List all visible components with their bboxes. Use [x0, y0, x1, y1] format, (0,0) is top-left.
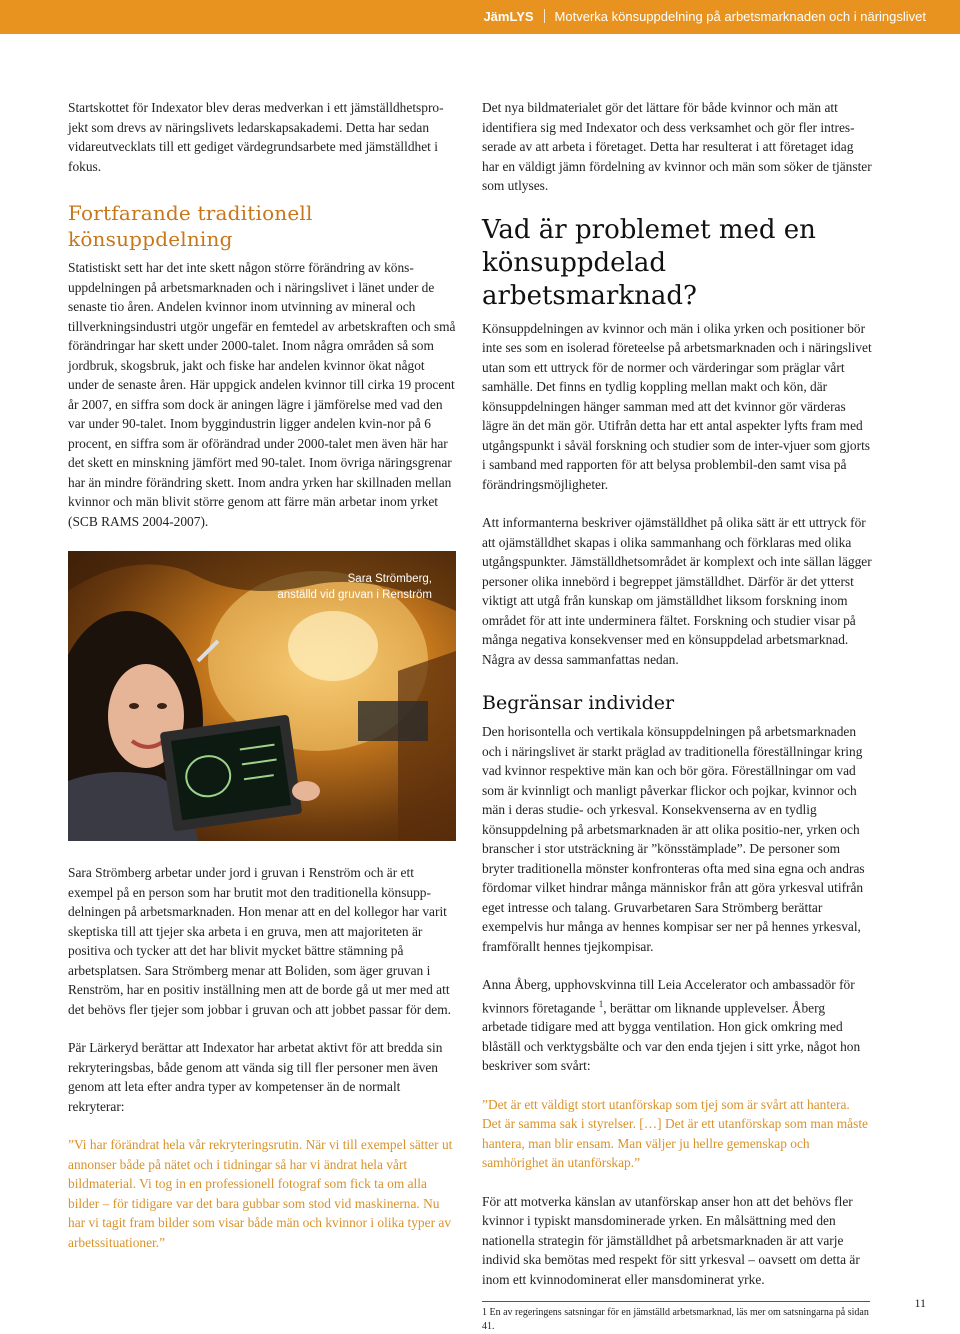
- gender-division-paragraph: Könsuppdelningen av kvinnor och män i olika yrken och positioner bör inte ses som en isolerad företeelse på arbetsmarknaden och i näringslivet utan som ett uttryck för de normer och värderingar som präglar vårt samhälle. Det finns en tydlig koppling mellan makt och kön, där könsuppdelningen hänger samman med att det kvinnor gör värderas lägre än det män gör. Utifrån detta har ett antal aspekter lyfts fram med utgångspunkt i såväl forskning och studier som de inter-vjuer som gjorts i samband med rapporten för att belysa problembil-den samt visa på förändringsmöjligheter.: [482, 320, 872, 492]
- brand-label: JämLYS: [483, 9, 534, 24]
- anna-quote: ”Det är ett väldigt stort utanförskap som tjej som är svårt att hantera. Det är samma sak i styrelser. […] Det är ett utanförskap som man måste hantera, man blir ensam. Man väljer ju hellre gemenskap och samhörighet än utanförskap.”: [482, 1096, 868, 1171]
- header-content: [483, 9, 926, 24]
- left-column: [68, 98, 456, 1252]
- photo-caption-role: anställd vid gruvan i Renström: [277, 589, 432, 601]
- anna-text-end: , berättar om liknande upplevelser. Åberg arbetade tidigare med att bygga ventilation. Hon gick omkring med blåställ och verktygsbälte och var den enda tjejen i sitt yrke, något hon beskriver som svårt:: [482, 999, 861, 1074]
- page-number: 11: [914, 1296, 926, 1310]
- strategy-paragraph: För att motverka känslan av utanförskap anser hon att det behövs fler kvinnor i typiskt mansdominerade yrken. En målsättning med den nationella strategin för jämställdhet på arbetsmarknaden är att varje individ ska bemötas med respekt för sitt yrkesval – oavsett om detta är inom ett kvinnodominerat eller mansdominerat yrke.: [482, 1193, 860, 1287]
- mine-worker-photo: [68, 551, 456, 841]
- informants-paragraph: Att informanterna beskriver ojämställdhet på olika sätt är ett uttryck för att ojämställdhet skapas i olika sammanhang och förklaras med olika utgångspunkter. Jämställdhetsområdet är komplext och inte sällan lägger personer olika innebörd i begreppet jämställdhet. Därför är det ytterst viktigt att utgå från kunskap om jämställdhet liksom forskning inom området för att inte underminera fältet. Forskning och studier visar på många negativa konsekvenser med en könsuppdelad arbetsmarknad. Några av dessa sammanfattas nedan.: [482, 515, 872, 667]
- sara-paragraph: Sara Strömberg arbetar under jord i gruvan i Renström och är ett exempel på en person som har brutit mot den traditionella könsupp-delningen på arbetsmarknaden. Hon menar att en del kollegor har varit skeptiska till att tjejer ska arbeta i en gruva, men att majoriteten är positiva och tycker att det har blivit mycket bättre stämning på arbetsplatsen. Sara Strömberg menar att Boliden, som äger gruvan i Renström, har en positiv inställning men att de borde gå ut mer med att det behövs fler tjejer som jobbar i gruvan och att jobbet passar för dem.: [68, 865, 452, 1017]
- horizontal-vertical-paragraph: Den horisontella och vertikala könsuppdelningen på arbetsmarknaden och i näringslivet är starkt präglad av traditionella föreställningar kring vad kvinnor respektive män kan och bör göra. Föreställningar om vad som är kvinnligt och manligt påverkar flickor och pojkar, kvinnor och män i deras studie- och yrkesval. Konsekvenserna av en tydlig könsuppdelning på arbetsmarknaden är att olika positio-ner, yrken och branscher i stor utsträckning är ”könsstämplade”. De personer som bryter traditionella mönster konfronteras ofta med sina egna och andras fördomar vilket hindrar många människor från att göra yrkesval utifrån eget intresse och talang. Gruvarbetaren Sara Strömberg berättar exempelvis hur många av hennes kompisar ser ner på hennes yrkesval, framförallt hennes tjejkompisar.: [482, 724, 865, 954]
- section-heading-traditional: Fortfarande traditionell könsuppdelning: [68, 201, 313, 251]
- anna-text-start: Anna Åberg, upphovskvinna till Leia Accelerator och ambassadör för kvinnors företagande: [482, 977, 855, 1015]
- intro-paragraph: Startskottet för Indexator blev deras medverkan i ett jämställdhetspro-jekt som drevs av näringslivets ledarskapsakademi. Detta har sedan vidareutvecklats till ett gediget värdegrundsarbete med jämställdhet i fokus.: [68, 100, 444, 174]
- header-divider: [544, 9, 545, 23]
- top-header-bar: [0, 0, 960, 34]
- footnote: 1 En av regeringens satsningar för en jämställd arbetsmarknad, läs mer om satsningarna på sidan 41.: [482, 1307, 869, 1333]
- image-material-paragraph: Det nya bildmaterialet gör det lättare för både kvinnor och män att identifiera sig med Indexator och dess verksamhet och gör fler intres-serade av att arbeta i företaget. Detta har resulterat i att företaget idag har en väldigt jämn fördelning av kvinnor och män som söker de tjänster som utlyses.: [482, 100, 872, 193]
- section-heading-limits: Begränsar individer: [482, 692, 675, 714]
- anna-paragraph: [482, 975, 872, 1076]
- par-paragraph: Pär Lärkeryd berättar att Indexator har arbetat aktivt för att bredda sin rekryteringsbas, både genom att vända sig till fler personer men även genom att leta efter andra typer av kompetenser än de normalt rekryterar:: [68, 1040, 443, 1114]
- photo-caption: [277, 571, 432, 603]
- footnote-reference[interactable]: 1: [598, 998, 604, 1009]
- main-question-heading: Vad är problemet med en könsuppdelad arbetsmarknad?: [482, 214, 816, 311]
- footnote-divider: [482, 1301, 870, 1302]
- indexator-quote: ”Vi har förändrat hela vår rekryteringsrutin. När vi till exempel sätter ut annonser både på nätet och i tidningar så har vi ändrat hela vårt bildmaterial. Vi tog in en professionell fotograf som fick ta om alla bilder – för tidigare var det bara gubbar som stod vid maskinerna. Nu har vi tagit fram bilder som visar både män och kvinnor i olika typer av arbetssituationer.”: [68, 1137, 453, 1250]
- header-title: Motverka könsuppdelning på arbetsmarknaden och i näringslivet: [554, 9, 926, 24]
- photo-caption-name: Sara Strömberg,: [347, 573, 432, 585]
- statistics-paragraph: Statistiskt sett har det inte skett någon större förändring av köns-uppdelningen på arbetsmarknaden och i näringslivet i länet under de senaste tio åren. Andelen kvinnor inom utvinning av mineral och tillverkningsindustri utgör ungefär en femtedel av arbetskraften och små förändringar har skett under 2000-talet. Inom några områden så som jordbruk, skogsbruk, jakt och fiske har andelen kvinnor ökat något under de senaste åren. Här uppgick andelen kvinnor till cirka 19 procent år 2007, en siffra som dock är aningen lägre i jämförelse med vad den var under 90-talet. Inom byggindustrin ligger andelen kvin-nor på 6 procent, en siffra som är oförändrad under 2000-talet men även här har det skett en minskning jämfört med 90-talet. Inom övriga näringsgrenar har än mindre förändring skett. Inom andra yrken har skillnaden mellan kvinnor och män blivit större genom att färre män arbetar inom yrket (SCB RAMS 2004-2007).: [68, 260, 456, 529]
- right-column: [482, 98, 872, 1334]
